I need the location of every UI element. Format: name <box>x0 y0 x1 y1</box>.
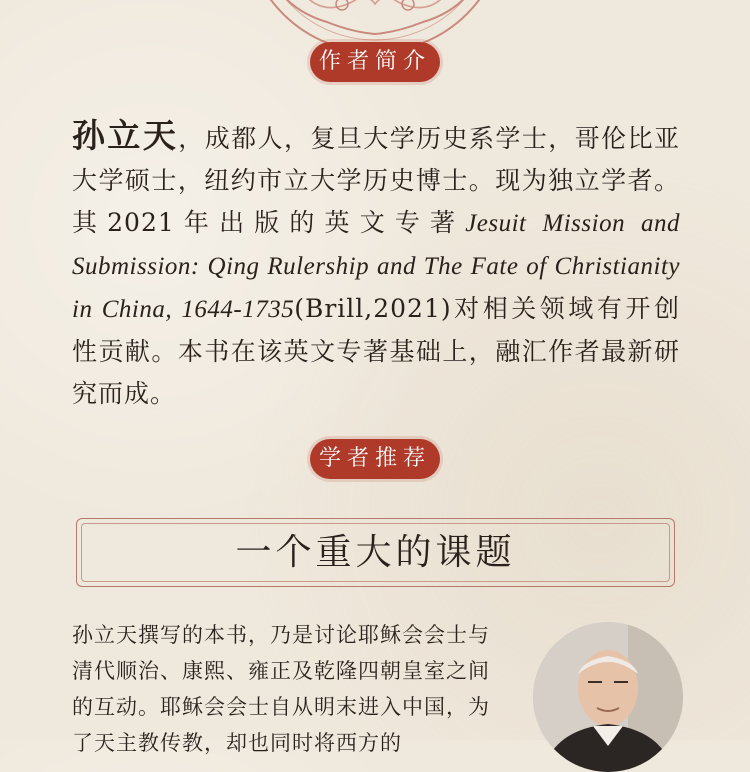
english-book-title: Jesuit Mission and Submission: Qing Rulership and The Fate of Christianity in China, 1644-1735 <box>72 210 680 323</box>
scholar-recommendation-badge: 学者推荐 <box>310 439 440 479</box>
bio-text-part2: (Brill,2021)对相关领域有开创性贡献。本书在该英文专著基础上，融汇作者最新研究而成。 <box>72 294 680 408</box>
author-bio <box>72 115 680 415</box>
author-name: 孙立天 <box>72 116 179 155</box>
section-title: 一个重大的课题 <box>235 532 516 573</box>
author-portrait-photo <box>533 622 683 772</box>
recommendation-paragraph: 孙立天撰写的本书，乃是讨论耶稣会会士与清代顺治、康熙、雍正及乾隆四朝皇室之间的互动。耶稣会会士自从明末进入中国，为了天主教传教，却也同时将西方的 <box>72 623 490 755</box>
section-title-frame <box>76 518 675 587</box>
author-intro-badge: 作者简介 <box>310 42 440 82</box>
bio-text-part1: ，成都人，复旦大学历史系学士，哥伦比亚大学硕士，纽约市立大学历史博士。现为独立学者。其2021年出版的英文专著 <box>72 124 680 237</box>
